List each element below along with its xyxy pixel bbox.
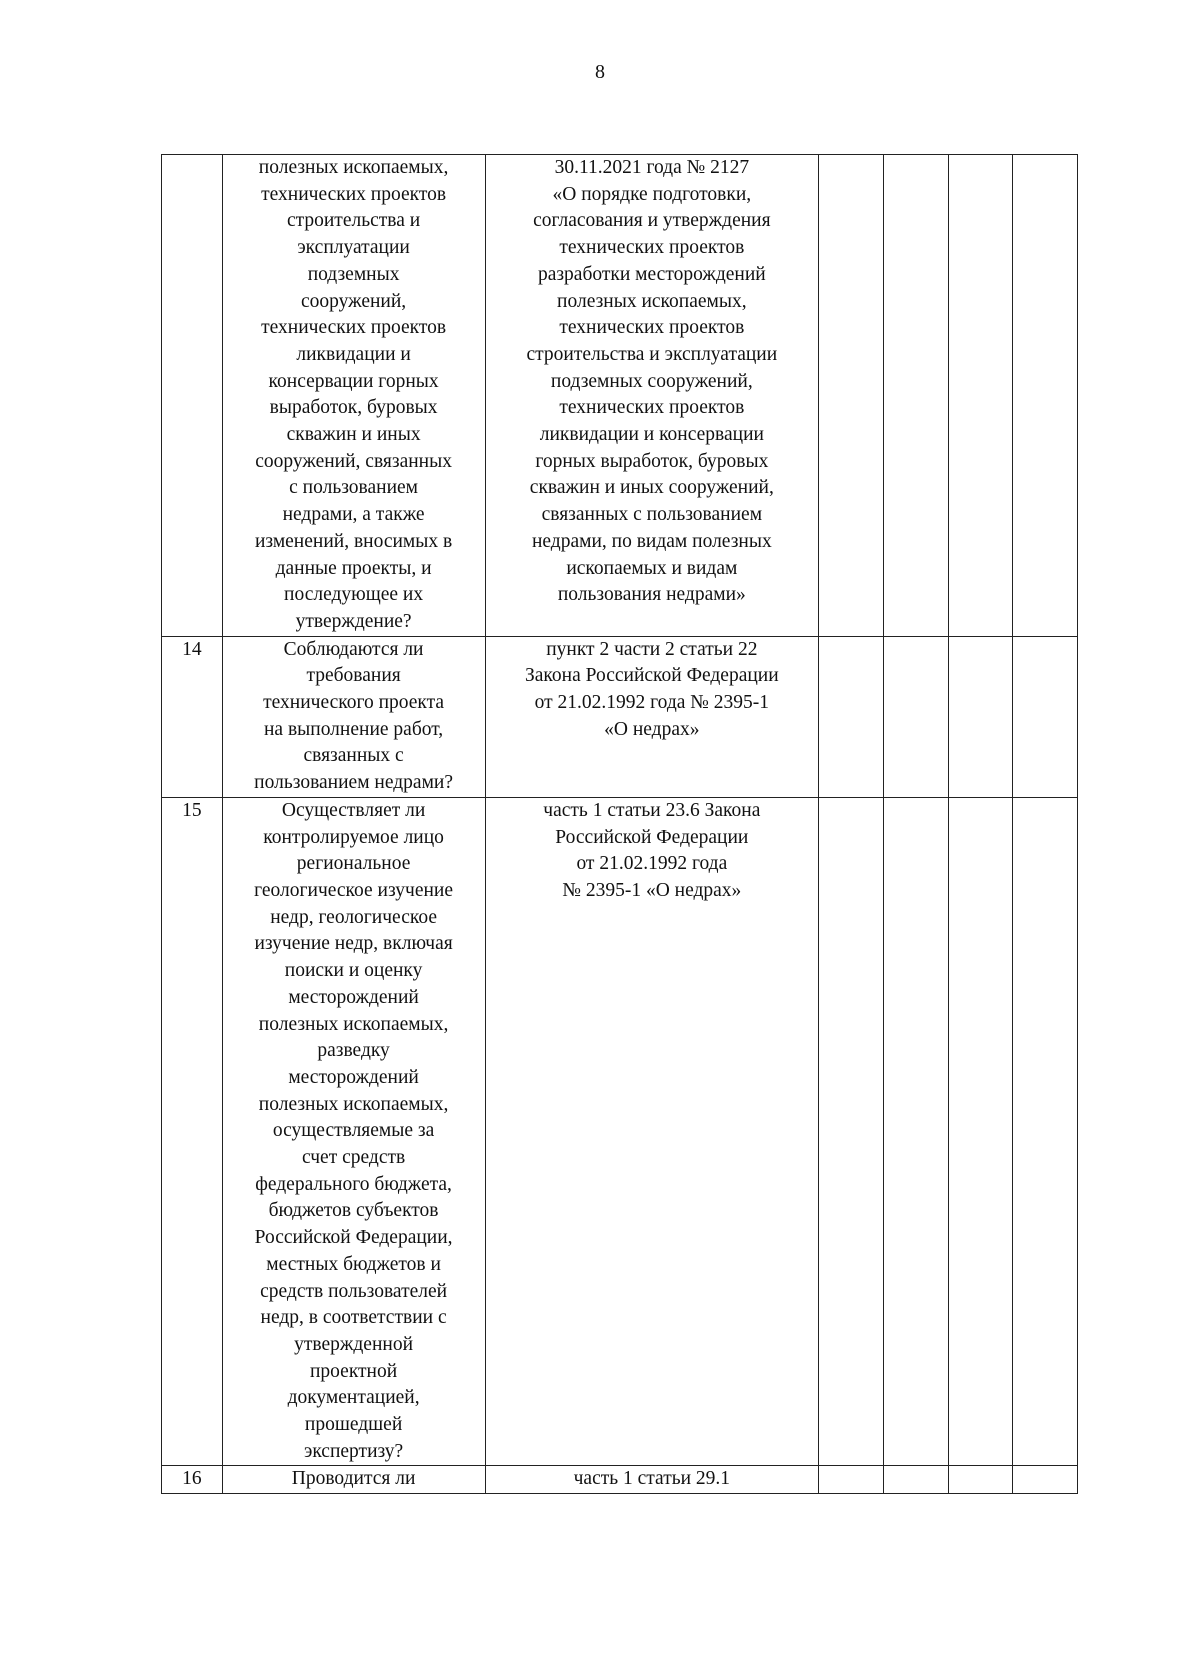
note-cell bbox=[1013, 1466, 1078, 1494]
note-cell bbox=[1013, 797, 1078, 1466]
legal-basis-cell: 30.11.2021 года № 2127 «О порядке подготовки, согласования и утверждения технических проектов разработки месторождений полезных ископаемых, технических проектов строительства и эксплуатации подземных сооружений, технических проектов ликвидации и консервации горных выработок, буровых скважин и иных сооружений, связанных с пользованием недрами, по видам полезных ископаемых и видам пользования недрами» bbox=[485, 155, 819, 637]
question-cell: полезных ископаемых, технических проектов строительства и эксплуатации подземных сооружений, технических проектов ликвидации и консервации горных выработок, буровых скважин и иных сооружений, связанных с пользованием недрами, а также изменений, вносимых в данные проекты, и последующее их утверждение? bbox=[222, 155, 485, 637]
table-row bbox=[162, 1466, 1078, 1494]
answer-na-cell bbox=[948, 636, 1013, 797]
row-number bbox=[162, 155, 223, 637]
checklist-table bbox=[161, 154, 1078, 1494]
note-cell bbox=[1013, 155, 1078, 637]
answer-no-cell bbox=[883, 1466, 948, 1494]
answer-na-cell bbox=[948, 797, 1013, 1466]
answer-yes-cell bbox=[819, 797, 884, 1466]
answer-na-cell bbox=[948, 155, 1013, 637]
note-cell bbox=[1013, 636, 1078, 797]
answer-no-cell bbox=[883, 155, 948, 637]
question-cell: Соблюдаются ли требования технического проекта на выполнение работ, связанных с пользованием недрами? bbox=[222, 636, 485, 797]
answer-no-cell bbox=[883, 636, 948, 797]
answer-yes-cell bbox=[819, 1466, 884, 1494]
table-row bbox=[162, 797, 1078, 1466]
table-row bbox=[162, 636, 1078, 797]
row-number: 14 bbox=[162, 636, 223, 797]
answer-no-cell bbox=[883, 797, 948, 1466]
legal-basis-cell: часть 1 статьи 29.1 bbox=[485, 1466, 819, 1494]
answer-yes-cell bbox=[819, 636, 884, 797]
page-number: 8 bbox=[595, 61, 605, 83]
answer-yes-cell bbox=[819, 155, 884, 637]
answer-na-cell bbox=[948, 1466, 1013, 1494]
row-number: 15 bbox=[162, 797, 223, 1466]
row-number: 16 bbox=[162, 1466, 223, 1494]
question-cell: Осуществляет ли контролируемое лицо региональное геологическое изучение недр, геологическое изучение недр, включая поиски и оценку месторождений полезных ископаемых, разведку месторождений полезных ископаемых, осуществляемые за счет средств федерального бюджета, бюджетов субъектов Российской Федерации, местных бюджетов и средств пользователей недр, в соответствии с утвержденной проектной документацией, прошедшей экспертизу? bbox=[222, 797, 485, 1466]
question-cell: Проводится ли bbox=[222, 1466, 485, 1494]
legal-basis-cell: пункт 2 части 2 статьи 22 Закона Российской Федерации от 21.02.1992 года № 2395-1 «О недрах» bbox=[485, 636, 819, 797]
legal-basis-cell: часть 1 статьи 23.6 Закона Российской Федерации от 21.02.1992 года № 2395-1 «О недрах» bbox=[485, 797, 819, 1466]
table-row bbox=[162, 155, 1078, 637]
